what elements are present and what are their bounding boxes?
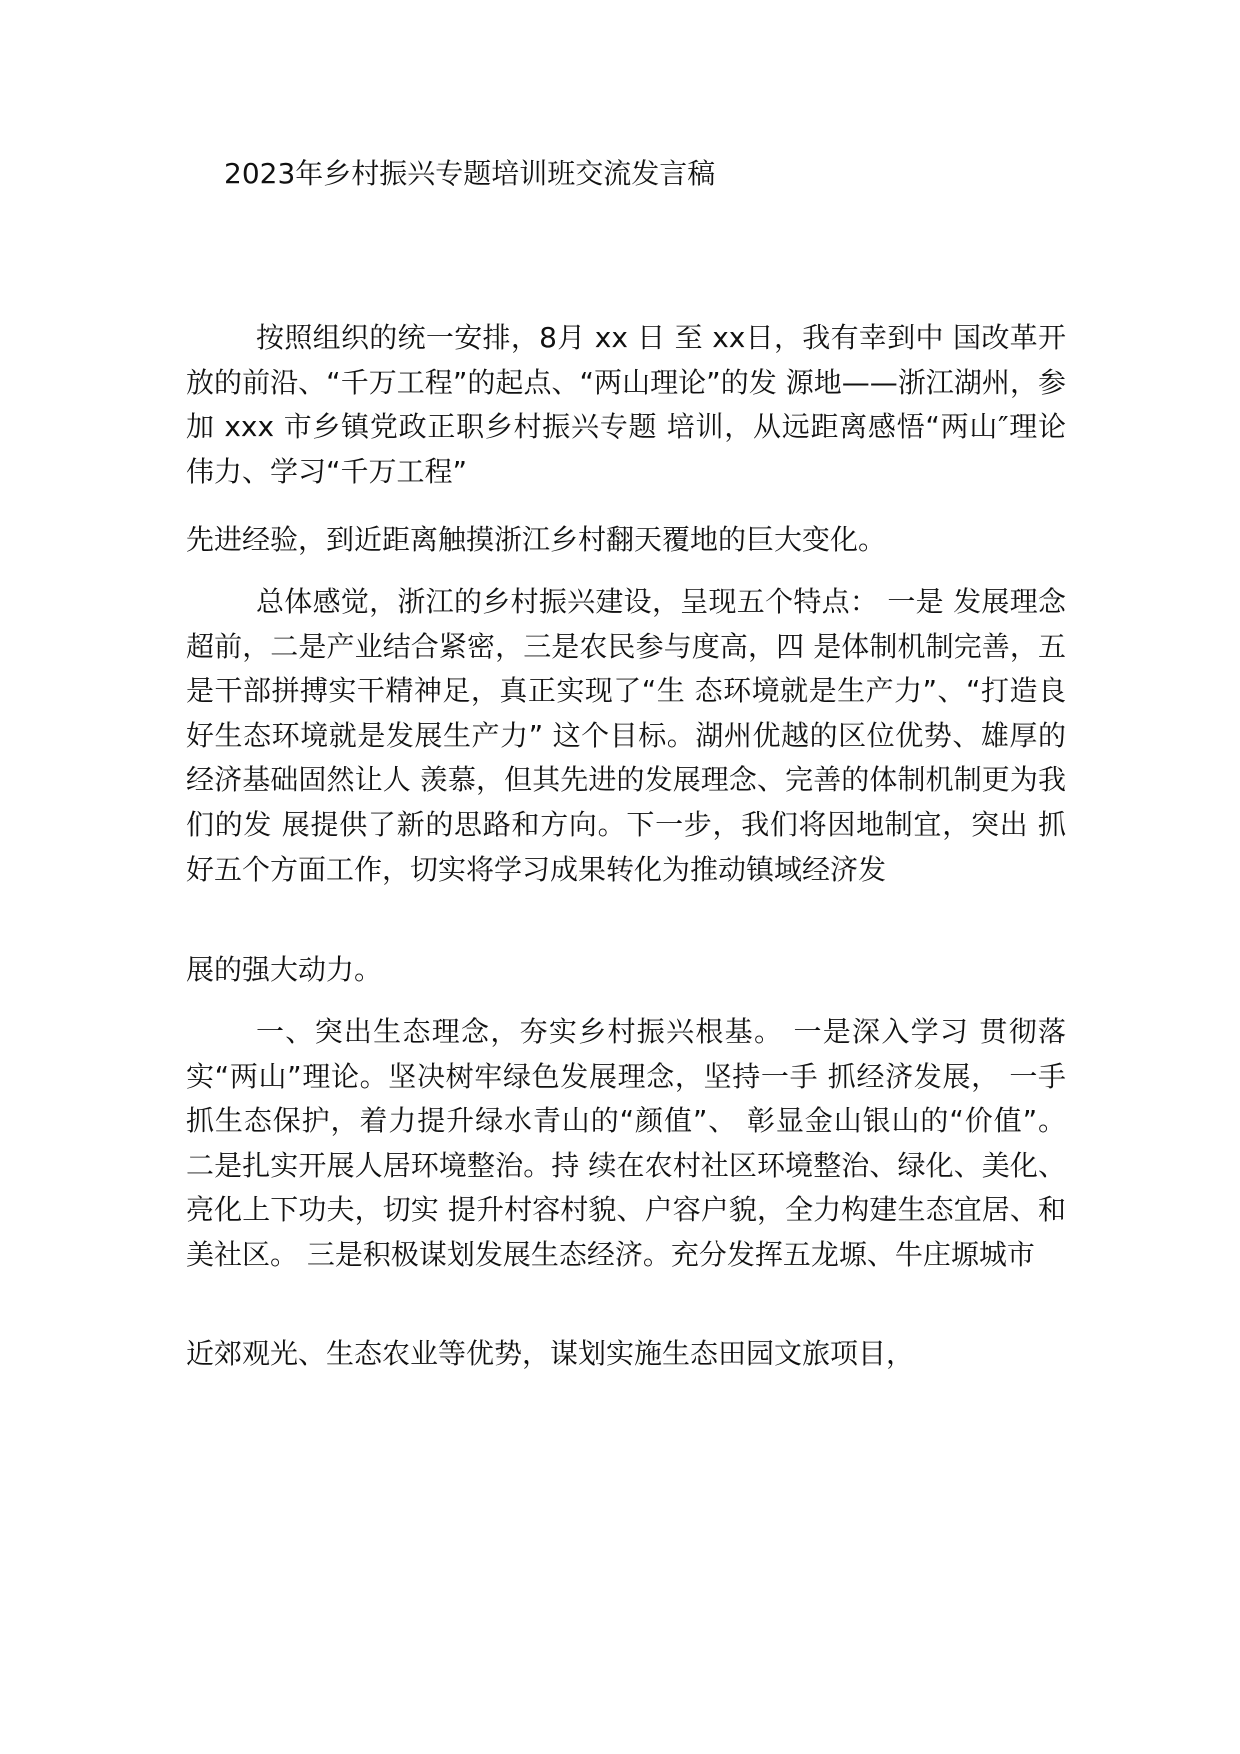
paragraph-overall-impression-continued: 展的强大动力。	[186, 953, 383, 986]
paragraph-overall-impression: 总体感觉，浙江的乡村振兴建设，呈现五个特点： 一是 发展理念超前，二是产业结合紧密，三是农民参与度高，四 是体制机制完善，五是干部拼搏实干精神足，真正实现了“生 态环境就是生产力”、“打造良好生态环境就是发展生产力” 这个目标。湖州优越的区位优势、雄厚的经济基础固然让人 羡慕，但其先进的发展理念、完善的体制机制更为我们的发 展提供了新的思路和方向。下一步，我们将因地制宜，突出 抓好五个方面工作，切实将学习成果转化为推动镇域经济发	[186, 585, 1066, 886]
paragraph-intro-continued: 先进经验，到近距离触摸浙江乡村翻天覆地的巨大变化。	[186, 523, 887, 556]
paragraph-section-one-continued: 近郊观光、生态农业等优势，谋划实施生态田园文旅项目，	[186, 1337, 915, 1370]
paragraph-section-one: 一、突出生态理念，夯实乡村振兴根基。 一是深入学习 贯彻落实“两山”理论。坚决树牢绿色发展理念，坚持一手 抓经济发展， 一手抓生态保护，着力提升绿水青山的“颜值”、 彰显金山银山的“价值”。 二是扎实开展人居环境整治。持 续在农村社区环境整治、绿化、美化、亮化上下功夫，切实 提升村容村貌、户容户貌，全力构建生态宜居、和美社区。 三是积极谋划发展生态经济。充分发挥五龙塬、牛庄塬城市	[186, 1015, 1066, 1271]
document-title: 2023年乡村振兴专题培训班交流发言稿	[224, 157, 716, 190]
paragraph-intro: 按照组织的统一安排，8月 xx 日 至 xx日，我有幸到中 国改革开放的前沿、“千万工程”的起点、“两山理论”的发 源地——浙江湖州，参加 xxx 市乡镇党政正职乡村振兴专题 培训，从远距离感悟“两山″理论伟力、学习“千万工程”	[186, 321, 1066, 488]
